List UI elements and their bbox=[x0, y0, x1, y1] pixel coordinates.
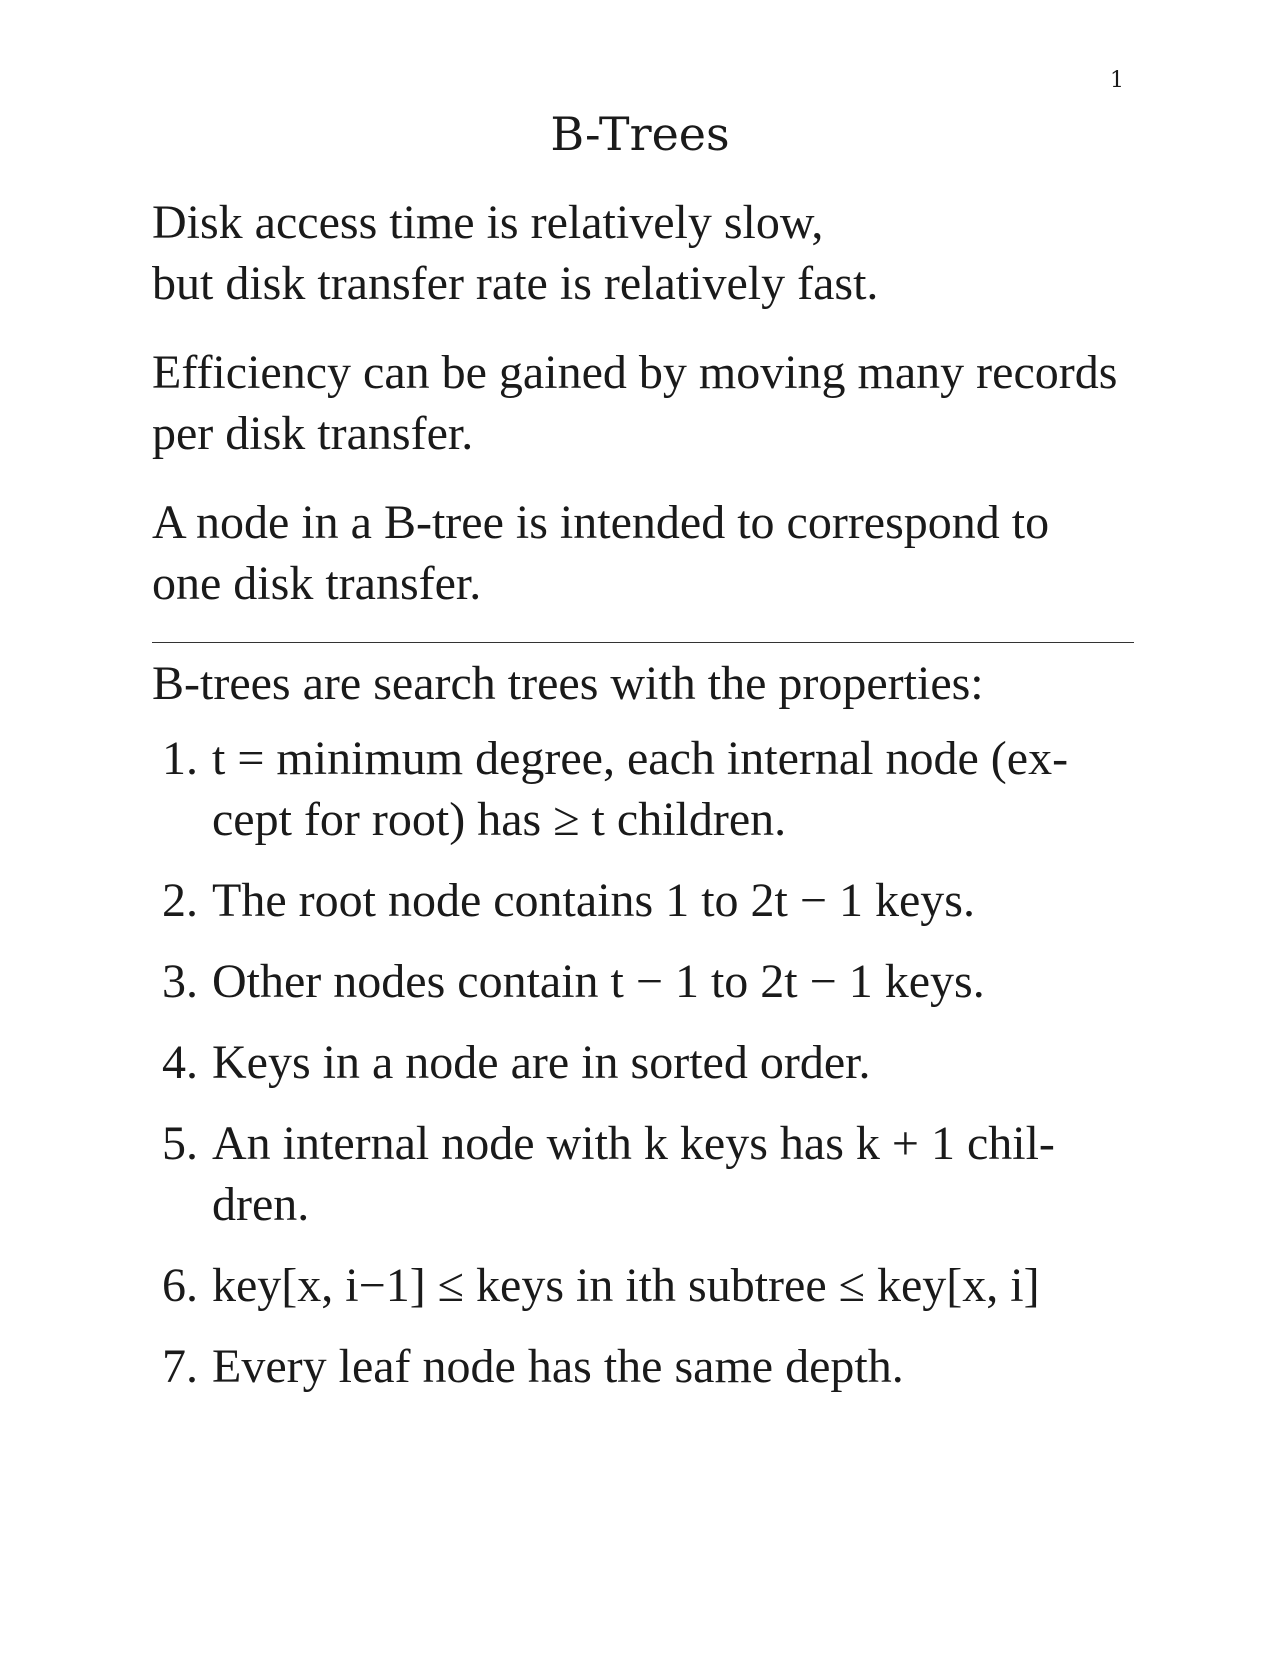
paragraph-line: one disk transfer. bbox=[152, 557, 482, 610]
paragraph-node-transfer bbox=[152, 492, 1134, 614]
list-item bbox=[152, 1336, 1134, 1397]
list-item-number: 4. bbox=[162, 1036, 198, 1089]
paragraph-efficiency bbox=[152, 342, 1134, 464]
paragraph-line: Efficiency can be gained by moving many records bbox=[152, 346, 1118, 399]
list-item-number: 2. bbox=[162, 874, 198, 927]
properties-intro: B-trees are search trees with the properties: bbox=[152, 657, 984, 710]
list-item-number: 5. bbox=[162, 1117, 198, 1170]
horizontal-divider bbox=[152, 642, 1134, 643]
list-item-line: t = minimum degree, each internal node (ex- bbox=[212, 732, 1069, 785]
paragraph-line: Disk access time is relatively slow, bbox=[152, 196, 824, 249]
list-item bbox=[152, 728, 1134, 850]
list-item bbox=[152, 870, 1134, 931]
page-title: B-Trees bbox=[550, 107, 730, 161]
page-number: 1 bbox=[1110, 68, 1124, 93]
list-item-number: 3. bbox=[162, 955, 198, 1008]
list-item-line: cept for root) has ≥ t children. bbox=[212, 793, 787, 846]
content bbox=[152, 192, 1134, 1417]
paragraph-line: but disk transfer rate is relatively fast. bbox=[152, 257, 879, 310]
properties-list bbox=[152, 728, 1134, 1397]
list-item-line: Every leaf node has the same depth. bbox=[212, 1340, 904, 1393]
list-item-number: 1. bbox=[162, 732, 198, 785]
list-item-number: 7. bbox=[162, 1340, 198, 1393]
paragraph-disk-speed bbox=[152, 192, 1134, 314]
paragraph-line: per disk transfer. bbox=[152, 407, 474, 460]
list-item-line: Keys in a node are in sorted order. bbox=[212, 1036, 871, 1089]
list-item-line: The root node contains 1 to 2t − 1 keys. bbox=[212, 874, 975, 927]
list-item-line: dren. bbox=[212, 1178, 310, 1231]
list-item bbox=[152, 951, 1134, 1012]
list-item-line: Other nodes contain t − 1 to 2t − 1 keys. bbox=[212, 955, 985, 1008]
list-item-line: An internal node with k keys has k + 1 chil- bbox=[212, 1117, 1055, 1170]
paragraph-line: A node in a B-tree is intended to correspond to bbox=[152, 496, 1050, 549]
list-item-number: 6. bbox=[162, 1259, 198, 1312]
list-item bbox=[152, 1113, 1134, 1235]
list-item bbox=[152, 1255, 1134, 1316]
list-item-line: key[x, i−1] ≤ keys in ith subtree ≤ key[x, i] bbox=[212, 1259, 1040, 1312]
list-item bbox=[152, 1032, 1134, 1093]
